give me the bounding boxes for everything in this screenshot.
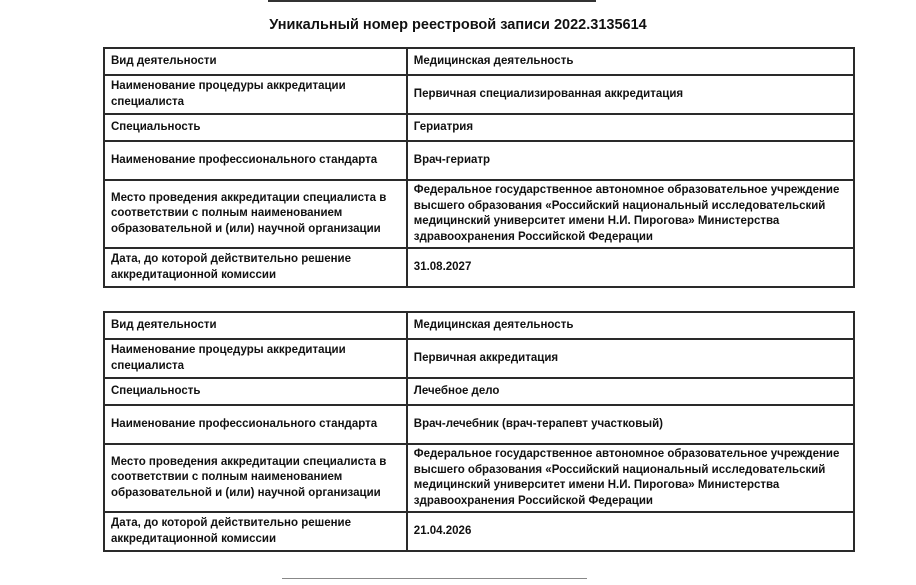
valid-until-value: 31.08.2027 (407, 248, 854, 287)
table-row (104, 405, 854, 444)
valid-until-label: Дата, до которой действительно решение аккредитационной комиссии (104, 512, 407, 551)
accreditation-record-table (103, 311, 855, 552)
table-row (104, 378, 854, 405)
top-divider (268, 0, 596, 2)
accreditation-place-label: Место проведения аккредитации специалиста в соответствии с полным наименованием образовательной и (или) научной организации (104, 180, 407, 248)
specialty-value: Гериатрия (407, 114, 854, 141)
accreditation-place-value: Федеральное государственное автономное образовательное учреждение высшего образования «Российский национальный исследовательский медицинский университет имени Н.И. Пирогова» Министерства здравоохранения Российской Федерации (407, 444, 854, 512)
procedure-name-label: Наименование процедуры аккредитации специалиста (104, 339, 407, 378)
accreditation-record-table (103, 47, 855, 288)
bottom-divider (282, 578, 587, 579)
table-row (104, 444, 854, 512)
table-row (104, 248, 854, 287)
professional-standard-label: Наименование профессионального стандарта (104, 405, 407, 444)
table-row (104, 75, 854, 114)
professional-standard-value: Врач-гериатр (407, 141, 854, 180)
accreditation-place-label: Место проведения аккредитации специалиста в соответствии с полным наименованием образовательной и (или) научной организации (104, 444, 407, 512)
professional-standard-value: Врач-лечебник (врач-терапевт участковый) (407, 405, 854, 444)
specialty-value: Лечебное дело (407, 378, 854, 405)
valid-until-value: 21.04.2026 (407, 512, 854, 551)
procedure-name-label: Наименование процедуры аккредитации специалиста (104, 75, 407, 114)
registry-number-heading: Уникальный номер реестровой записи 2022.3135614 (269, 17, 647, 33)
professional-standard-label: Наименование профессионального стандарта (104, 141, 407, 180)
table-row (104, 141, 854, 180)
activity-type-value: Медицинская деятельность (407, 48, 854, 75)
procedure-name-value: Первичная специализированная аккредитация (407, 75, 854, 114)
table-row (104, 339, 854, 378)
table-row (104, 180, 854, 248)
table-row (104, 512, 854, 551)
specialty-label: Специальность (104, 114, 407, 141)
table-row (104, 114, 854, 141)
activity-type-label: Вид деятельности (104, 48, 407, 75)
valid-until-label: Дата, до которой действительно решение аккредитационной комиссии (104, 248, 407, 287)
accreditation-place-value: Федеральное государственное автономное образовательное учреждение высшего образования «Российский национальный исследовательский медицинский университет имени Н.И. Пирогова» Министерства здравоохранения Российской Федерации (407, 180, 854, 248)
activity-type-label: Вид деятельности (104, 312, 407, 339)
table-row (104, 312, 854, 339)
activity-type-value: Медицинская деятельность (407, 312, 854, 339)
procedure-name-value: Первичная аккредитация (407, 339, 854, 378)
specialty-label: Специальность (104, 378, 407, 405)
table-row (104, 48, 854, 75)
